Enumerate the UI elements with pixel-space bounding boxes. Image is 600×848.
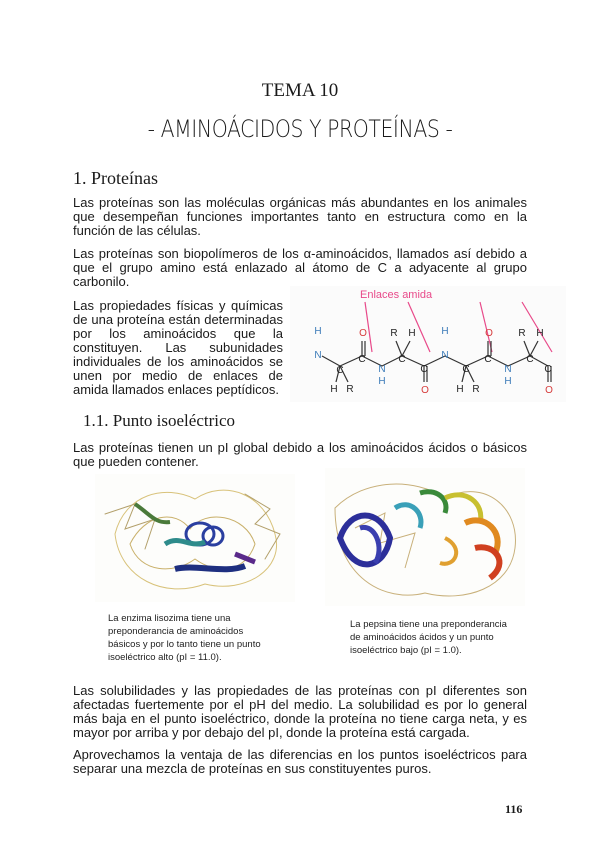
svg-text:C: C: [484, 354, 492, 365]
paragraph-solubilidades: Las solubilidades y las propiedades de las proteínas con pI diferentes son afectadas fuertemente por el pH del medio. La solubilidad es por lo general más baja en el punto isoeléctrico, donde la proteína no tiene carga neta, y es mayor por arriba y por debajo del pI, donde la proteína está cargada.: [73, 683, 527, 740]
pepsin-caption: La pepsina tiene una preponderancia de aminoácidos ácidos y un punto isoeléctrico bajo (pI = 1.0).: [350, 619, 507, 656]
svg-text:C: C: [398, 354, 406, 365]
svg-text:R: R: [346, 384, 354, 395]
svg-text:H: H: [330, 384, 338, 395]
paragraph-pi-global: Las proteínas tienen un pI global debido a los aminoácidos ácidos o básicos que pueden contener.: [73, 440, 527, 469]
paragraph-aprovechamos: Aprovechamos la ventaja de las diferencias en los puntos isoeléctricos para separar una mezcla de proteínas en sus constituyentes puros.: [73, 747, 527, 776]
svg-text:H: H: [456, 384, 464, 395]
svg-text:C: C: [336, 365, 344, 376]
svg-text:H: H: [504, 376, 512, 387]
pepsin-structure-image: [325, 468, 525, 606]
svg-text:C: C: [544, 364, 552, 375]
svg-text:N: N: [504, 364, 512, 375]
svg-text:H: H: [536, 328, 544, 339]
paragraph-propiedades: Las propiedades físicas y químicas de una proteína están determinadas por los aminoácidos que la constituyen. Las subunidades individuales de los aminoácidos se unen por medio de enlaces de amida llamados enlaces peptídicos.: [73, 298, 283, 397]
svg-text:N: N: [378, 364, 386, 375]
svg-text:H: H: [441, 326, 449, 337]
svg-text:C: C: [462, 364, 470, 375]
paragraph-biopolimeros: Las proteínas son biopolímeros de los α-aminoácidos, llamados así debido a que el grupo amino está enlazado al átomo de C a adyacente al grupo carbonilo.: [73, 246, 527, 289]
svg-text:O: O: [359, 328, 367, 339]
svg-text:O: O: [421, 385, 429, 396]
lysozyme-structure-image: [95, 474, 295, 602]
amide-bond-label: Enlaces amida: [360, 289, 433, 301]
svg-text:H: H: [314, 326, 322, 337]
svg-text:R: R: [518, 328, 526, 339]
paragraph-proteinas-intro: Las proteínas son las moléculas orgánicas más abundantes en los animales que desempeñan funciones importantes tanto en estructura como en la función de las células.: [73, 195, 527, 238]
chapter-number: TEMA 10: [261, 80, 339, 101]
chapter-title: - AMINOÁCIDOS Y PROTEÍNAS -: [147, 115, 453, 143]
svg-text:N: N: [314, 350, 322, 361]
svg-text:H: H: [378, 376, 386, 387]
section-heading-punto-isoelectrico: 1.1. Punto isoeléctrico: [83, 411, 236, 430]
svg-text:C: C: [420, 364, 428, 375]
svg-text:C: C: [526, 354, 534, 365]
peptide-bond-figure: [290, 286, 566, 402]
svg-text:O: O: [485, 328, 493, 339]
page-number: 116: [505, 802, 523, 816]
svg-text:C: C: [358, 354, 366, 365]
svg-text:N: N: [441, 350, 449, 361]
svg-text:O: O: [545, 385, 553, 396]
lysozyme-caption: La enzima lisozima tiene una preponderancia de aminoácidos básicos y por lo tanto tiene un punto isoeléctrico alto (pI = 11.0).: [108, 613, 261, 663]
section-heading-proteinas: 1. Proteínas: [73, 168, 158, 188]
svg-text:H: H: [408, 328, 416, 339]
svg-text:R: R: [472, 384, 480, 395]
svg-text:R: R: [390, 328, 398, 339]
